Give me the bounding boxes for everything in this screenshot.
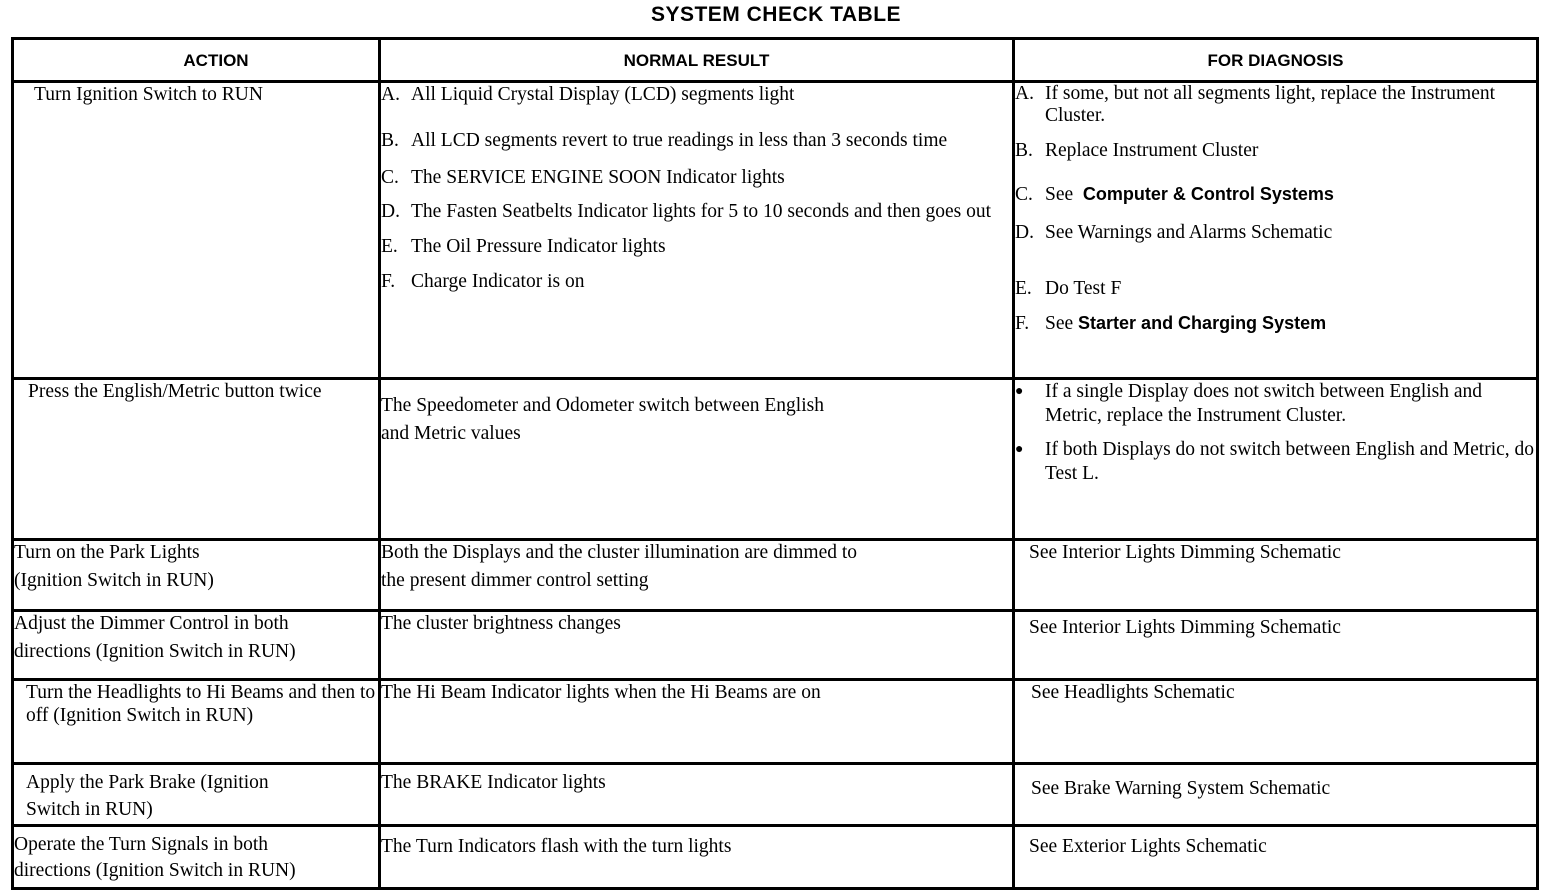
- normal-result-cell: [380, 540, 1014, 611]
- item-text: The Oil Pressure Indicator lights: [411, 236, 666, 258]
- action-cell: [13, 611, 380, 680]
- action-cell: [13, 763, 380, 826]
- list-item: [381, 201, 1012, 223]
- item-text: Replace Instrument Cluster: [1045, 140, 1259, 162]
- item-label: C.: [381, 167, 399, 189]
- action-text: Turn Ignition Switch to RUN: [34, 84, 263, 106]
- list-item: [381, 166, 1012, 189]
- list-item: [1015, 83, 1536, 127]
- table-row: [13, 378, 1538, 540]
- item-text: All LCD segments revert to true readings in less than 3 seconds time: [411, 130, 948, 152]
- table-row: [13, 826, 1538, 889]
- list-item: [1015, 438, 1536, 486]
- item-label: B.: [1015, 140, 1033, 162]
- item-text: If a single Display does not switch between English and Metric, replace the Instrument Cluster.: [1045, 380, 1483, 426]
- list-item: [381, 83, 1012, 106]
- item-text: Do Test F: [1045, 278, 1122, 300]
- item-label: A.: [381, 84, 400, 106]
- normal-result-cell: [380, 679, 1014, 763]
- action-text-line: Turn on the Park Lights: [14, 542, 200, 564]
- list-item: [1015, 312, 1536, 335]
- header-action: [13, 39, 380, 82]
- cross-reference: Starter and Charging System: [1078, 313, 1327, 334]
- normal-result-cell: [380, 826, 1014, 889]
- item-label: F.: [381, 271, 396, 293]
- item-label: A.: [1015, 83, 1034, 105]
- normal-result-cell: [380, 82, 1014, 378]
- action-cell: [13, 826, 380, 889]
- diagnosis-text: See Brake Warning System Schematic: [1031, 777, 1331, 799]
- table-row: [13, 82, 1538, 378]
- diagnosis-text: See Interior Lights Dimming Schematic: [1029, 617, 1341, 639]
- normal-result-cell: [380, 611, 1014, 680]
- normal-text-line: and Metric values: [381, 422, 521, 444]
- system-check-table: [11, 37, 1539, 890]
- diagnosis-cell: [1014, 826, 1538, 889]
- action-text-line: Operate the Turn Signals in both: [14, 834, 269, 856]
- action-text-line: Switch in RUN): [26, 798, 153, 820]
- action-text: Press the English/Metric button twice: [28, 380, 322, 402]
- item-text: The Fasten Seatbelts Indicator lights for 5 to 10 seconds and then goes out: [411, 201, 992, 223]
- normal-text: The Turn Indicators flash with the turn lights: [381, 836, 732, 858]
- item-label: B.: [381, 130, 399, 152]
- item-text: If some, but not all segments light, replace the Instrument Cluster.: [1045, 83, 1496, 127]
- normal-text: The cluster brightness changes: [381, 613, 621, 635]
- action-cell: [13, 378, 380, 540]
- normal-result-cell: [380, 763, 1014, 826]
- item-label: D.: [1015, 222, 1034, 244]
- diagnosis-cell: [1014, 82, 1538, 378]
- diagnosis-cell: [1014, 763, 1538, 826]
- header-for-diagnosis: FOR DIAGNOSIS: [1014, 39, 1538, 82]
- item-text: All Liquid Crystal Display (LCD) segments light: [411, 84, 795, 106]
- diagnosis-text: See Headlights Schematic: [1031, 681, 1235, 703]
- item-label: E.: [1015, 278, 1032, 300]
- normal-text: The BRAKE Indicator lights: [381, 771, 606, 793]
- header-row: [13, 39, 1538, 82]
- list-item: [381, 235, 1012, 258]
- action-text-line: directions (Ignition Switch in RUN): [14, 860, 296, 882]
- item-label: E.: [381, 236, 398, 258]
- item-label: D.: [381, 201, 400, 223]
- item-text: The SERVICE ENGINE SOON Indicator lights: [411, 167, 785, 189]
- table-row: [13, 763, 1538, 826]
- normal-text: The Hi Beam Indicator lights when the Hi Beams are on: [381, 681, 821, 703]
- diagnosis-cell: [1014, 611, 1538, 680]
- diagnosis-cell: [1014, 540, 1538, 611]
- action-text-line: (Ignition Switch in RUN): [14, 570, 214, 592]
- item-text: See Warnings and Alarms Schematic: [1045, 222, 1333, 244]
- normal-text-line: the present dimmer control setting: [381, 570, 649, 592]
- list-item: [1015, 277, 1536, 300]
- header-action-label: ACTION: [183, 50, 249, 70]
- list-item: [1015, 380, 1536, 428]
- action-cell: [13, 679, 380, 763]
- diagnosis-cell: [1014, 378, 1538, 540]
- cross-reference: Computer & Control Systems: [1082, 184, 1334, 205]
- diagnosis-text: See Interior Lights Dimming Schematic: [1029, 542, 1341, 564]
- action-text-line: Adjust the Dimmer Control in both: [14, 613, 289, 635]
- item-label: C.: [1015, 184, 1033, 206]
- list-item: [1015, 183, 1536, 206]
- normal-text-line: Both the Displays and the cluster illumination are dimmed to: [381, 542, 858, 564]
- page-title: SYSTEM CHECK TABLE: [650, 3, 902, 26]
- diagnosis-text: See Exterior Lights Schematic: [1029, 836, 1267, 858]
- diagnosis-cell: [1014, 679, 1538, 763]
- list-item: [381, 130, 1012, 152]
- action-cell: [13, 540, 380, 611]
- bullet-icon: ●: [1015, 441, 1024, 457]
- item-text: Charge Indicator is on: [411, 271, 585, 293]
- bullet-icon: ●: [1015, 383, 1024, 399]
- item-text: If both Displays do not switch between English and Metric, do Test L.: [1045, 438, 1535, 484]
- table-row: [13, 540, 1538, 611]
- table-row: [13, 679, 1538, 763]
- action-cell: [13, 82, 380, 378]
- list-item: [1015, 221, 1536, 244]
- item-text: See: [1045, 184, 1074, 206]
- action-text-line: directions (Ignition Switch in RUN): [14, 641, 296, 663]
- item-text: See: [1045, 313, 1074, 335]
- normal-result-cell: [380, 378, 1014, 540]
- action-text: Turn the Headlights to Hi Beams and then to off (Ignition Switch in RUN): [26, 681, 376, 726]
- list-item: [381, 270, 1012, 293]
- item-label: F.: [1015, 313, 1030, 335]
- normal-text-line: The Speedometer and Odometer switch between English: [381, 394, 824, 416]
- header-normal-result: NORMAL RESULT: [380, 39, 1014, 82]
- list-item: [1015, 139, 1536, 162]
- table-row: [13, 611, 1538, 680]
- action-text-line: Apply the Park Brake (Ignition: [26, 771, 269, 793]
